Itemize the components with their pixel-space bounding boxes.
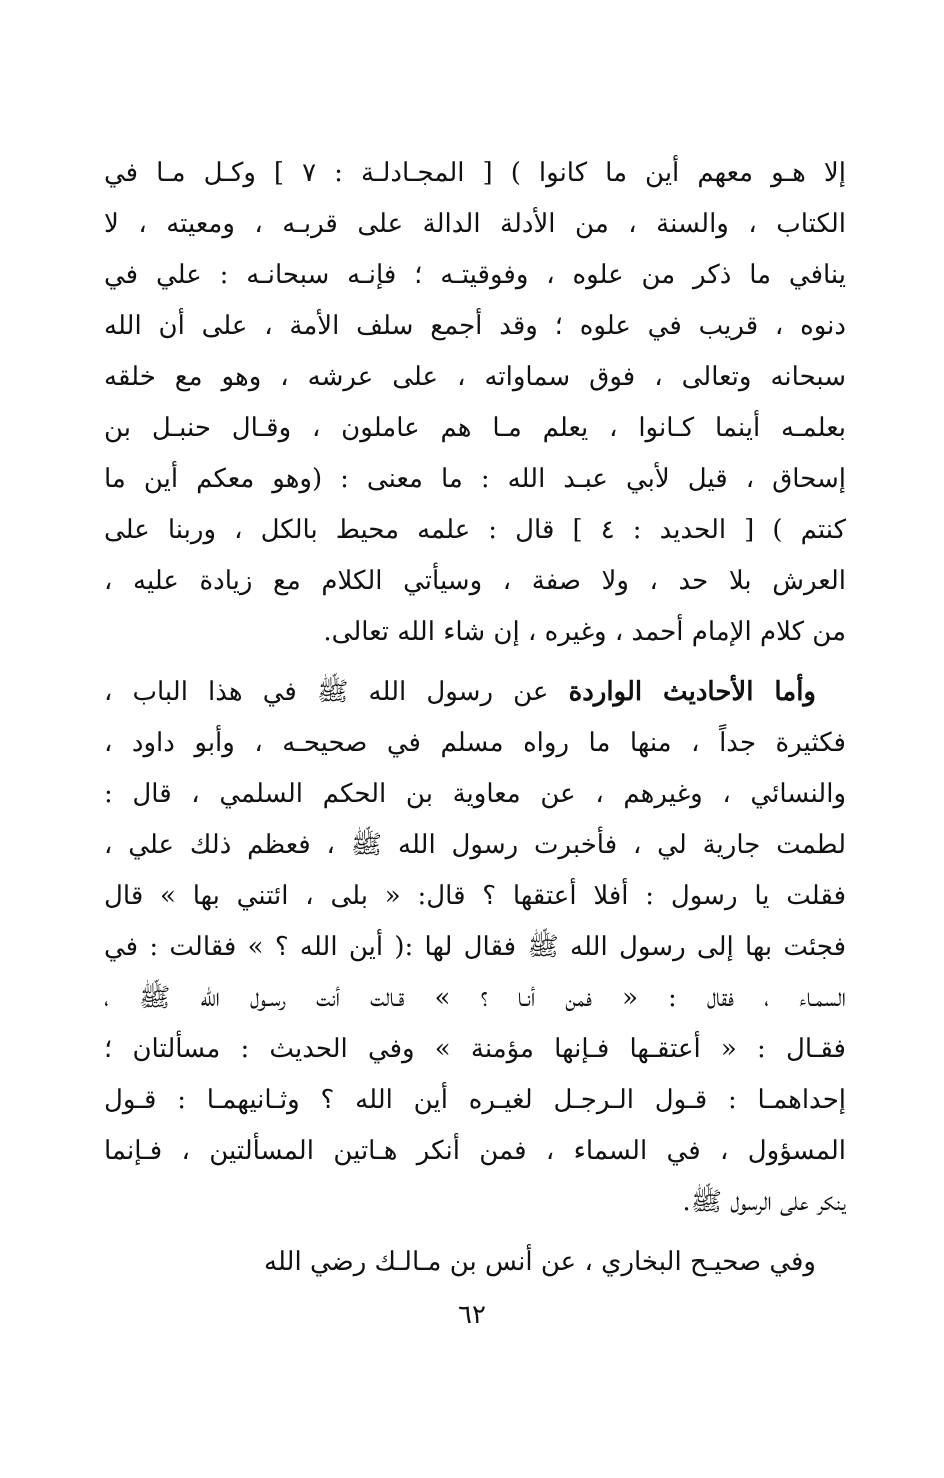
- text-line: الكتاب ، والسنة ، من الأدلة الدالة على قربـه ، ومعيته ، لا: [104, 209, 846, 239]
- text-line: دنوه ، قريب في علوه ؛ وقد أجمع سلف الأمة ، على أن الله: [104, 311, 846, 341]
- text-line: ينافي ما ذكر من علوه ، وفوقيتـه ؛ فإنـه سبحانـه : علي في: [104, 260, 846, 290]
- text-line: [104, 1237, 846, 1288]
- book-page: [104, 148, 846, 1398]
- text-line: فقلت يا رسول : أفلا أعتقها ؟ قال: « بلى ، ائتني بها » قال: [104, 881, 846, 911]
- text-line: العرش بلا حد ، ولا صفة ، وسيأتي الكلام مع زيادة عليه ،: [104, 566, 846, 596]
- text-line-first: [104, 667, 846, 718]
- text-line: والنسائي ، وغيرهم ، عن معاوية بن الحكم السلمي ، قال :: [104, 779, 846, 809]
- page-number: ٦٢: [458, 1300, 486, 1330]
- text-line: إحداهمـا : قـول الـرجـل لغيـره أين الله ؟ وثـانيهمـا : قـول: [104, 1085, 846, 1115]
- text-line: من كلام الإمام أحمد ، وغيره ، إن شاء الله تعالى.: [323, 617, 846, 647]
- text-line: كنتم ) [ الحديد : ٤ ] قال : علمه محيط بالكل ، وربنا على: [104, 515, 846, 545]
- paragraph-2: [104, 667, 846, 1228]
- text-line: فقـال : « أعتقـها فـإنها مؤمنة » وفي الحديث : مسألتان ؛: [104, 1034, 846, 1064]
- text-line: لطمت جارية لي ، فأخبرت رسول الله ﷺ ، فعظم ذلك علي ،: [104, 830, 846, 860]
- text-line: سبحانه وتعالى ، فوق سماواته ، على عرشه ، وهو مع خلقه: [104, 362, 846, 392]
- text-line: بعلمـه أينما كـانوا ، يعلم مـا هم عاملون ، وقـال حنبـل بن: [104, 413, 846, 443]
- paragraph-1: [104, 148, 846, 658]
- text-line: ينكر على الرسول ﷺ.: [682, 1187, 846, 1217]
- paragraph-lead-rest: عن رسول الله ﷺ في هذا الباب ،: [104, 677, 569, 707]
- text-line: إسحاق ، قيل لأبي عبـد الله : ما معنى : (وهو معكم أين ما: [104, 464, 846, 494]
- text-line: المسؤول ، في السماء ، فمن أنكر هـاتين المسألتين ، فـإنما: [104, 1136, 846, 1166]
- text-line: فكثيرة جداً ، منها ما رواه مسلم في صحيحـه ، وأبو داود ،: [104, 728, 846, 758]
- text-line-content: وفي صحيـح البخاري ، عن أنس بن مـالـك رضي الله: [264, 1247, 816, 1277]
- paragraph-3: [104, 1237, 846, 1288]
- text-line: السمـاء ، فقال : « فمن أنـا ؟ » قـالت أنت رسـول الله ﷺ ،: [104, 983, 846, 1013]
- text-line: فجئت بها إلى رسول الله ﷺ فقال لها :( أين الله ؟ » فقالت : في: [104, 932, 846, 962]
- paragraph-lead: وأما الأحاديث الواردة: [568, 677, 816, 707]
- text-line: إلا هـو معهم أين ما كانوا ) [ المجـادلـة : ٧ ] وكـل مـا في: [104, 158, 846, 188]
